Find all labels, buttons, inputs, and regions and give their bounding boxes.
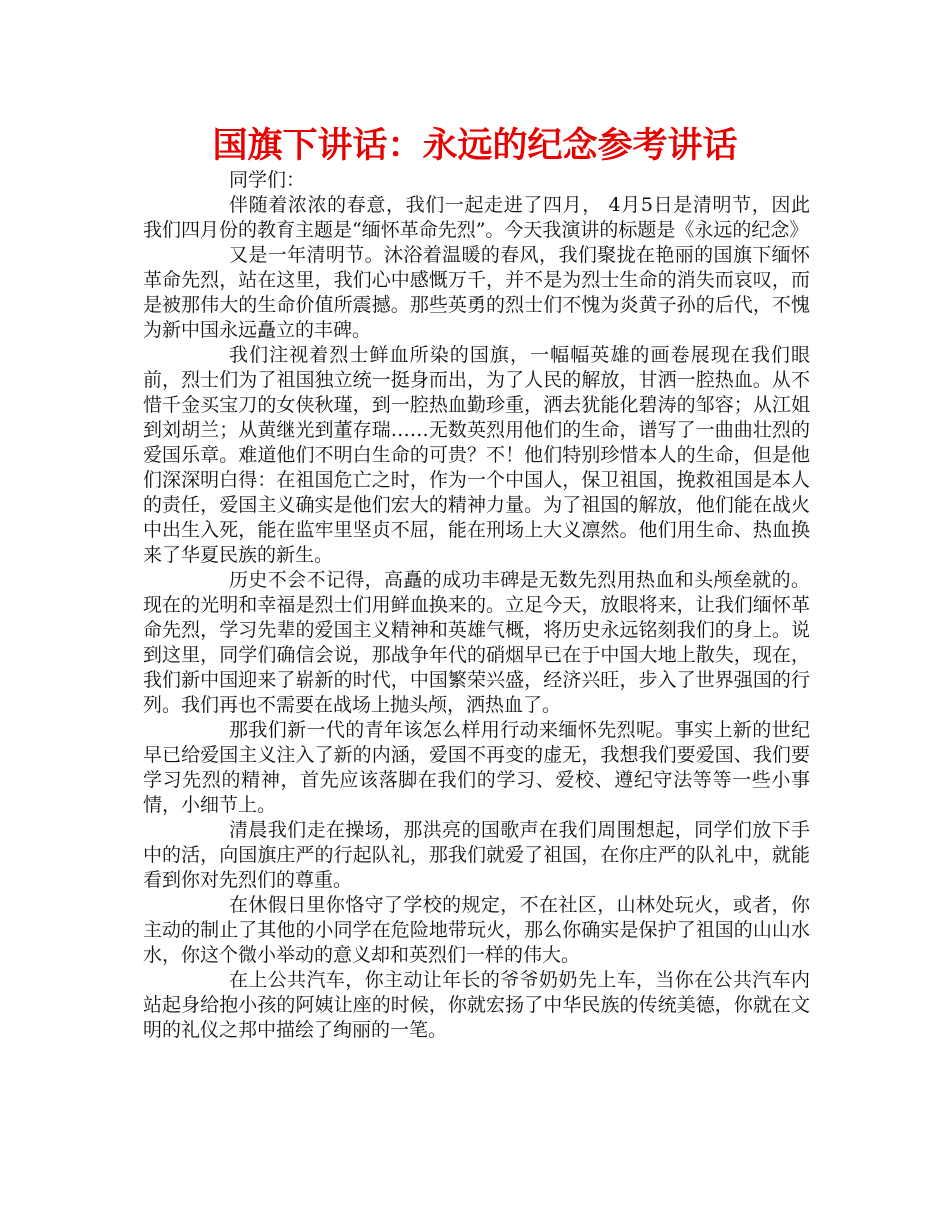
paragraph-2: 又是一年清明节。沐浴着温暖的春风，我们聚拢在艳丽的国旗下缅怀革命先烈，站在这里，我们心中感慨万千，并不是为烈士生命的消失而哀叹，而是被那伟大的生命价值所震撼。那些英勇的烈士们不愧为炎黄子孙的后代，不愧为新中国永远矗立的丰碑。	[143, 244, 810, 341]
paragraph-5: 那我们新一代的青年该怎么样用行动来缅怀先烈呢。事实上新的世纪早已给爱国主义注入了新的内涵，爱国不再变的虚无，我想我们要爱国、我们要学习先烈的精神，首先应该落脚在我们的学习、爱校、遵纪守法等等一些小事情，小细节上。	[143, 719, 810, 816]
paragraph-1: 伴随着浓浓的春意，我们一起走进了四月， 4月5日是清明节，因此我们四月份的教育主题是“缅怀革命先烈”。今天我演讲的标题是《永远的纪念》	[143, 194, 810, 241]
paragraph-3: 我们注视着烈士鲜血所染的国旗，一幅幅英雄的画卷展现在我们眼前，烈士们为了祖国独立统一挺身而出，为了人民的解放，甘洒一腔热血。从不惜千金买宝刀的女侠秋瑾，到一腔热血勤珍重，洒去犹能化碧涛的邹容；从江姐到刘胡兰；从黄继光到董存瑞……无数英烈用他们的生命，谱写了一曲曲壮烈的爱国乐章。难道他们不明白生命的可贵？不！他们特别珍惜本人的生命，但是他们深深明白得：在祖国危亡之时，作为一个中国人，保卫祖国，挽救祖国是本人的责任，爱国主义确实是他们宏大的精神力量。为了祖国的解放，他们能在战火中出生入死，能在监牢里坚贞不屈，能在刑场上大义凛然。他们用生命、热血换来了华夏民族的新生。	[143, 344, 810, 566]
salutation: 同学们：	[229, 169, 306, 191]
document-title: 国旗下讲话：永远的纪念参考讲话	[212, 126, 738, 166]
document-body	[143, 168, 810, 1043]
paragraph-4: 历史不会不记得，高矗的成功丰碑是无数先烈用热血和头颅垒就的。现在的光明和幸福是烈士们用鲜血换来的。立足今天，放眼将来，让我们缅怀革命先烈，学习先辈的爱国主义精神和英雄气概，将历史永远铭刻我们的身上。说到这里，同学们确信会说，那战争年代的硝烟早已在于中国大地上散失，现在，我们新中国迎来了崭新的时代，中国繁荣兴盛，经济兴旺，步入了世界强国的行列。我们再也不需要在战场上抛头颅，洒热血了。	[143, 569, 810, 716]
paragraph-8: 在上公共汽车，你主动让年长的爷爷奶奶先上车，当你在公共汽车内站起身给抱小孩的阿姨让座的时候，你就宏扬了中华民族的传统美德，你就在文明的礼仪之邦中描绘了绚丽的一笔。	[143, 969, 810, 1041]
paragraph-7: 在休假日里你恪守了学校的规定，不在社区，山林处玩火，或者，你主动的制止了其他的小同学在危险地带玩火，那么你确实是保护了祖国的山山水水，你这个微小举动的意义却和英烈们一样的伟大。	[143, 894, 810, 966]
paragraph-6: 清晨我们走在操场，那洪亮的国歌声在我们周围想起，同学们放下手中的活，向国旗庄严的行起队礼，那我们就爱了祖国，在你庄严的队礼中，就能看到你对先烈们的尊重。	[143, 819, 810, 891]
